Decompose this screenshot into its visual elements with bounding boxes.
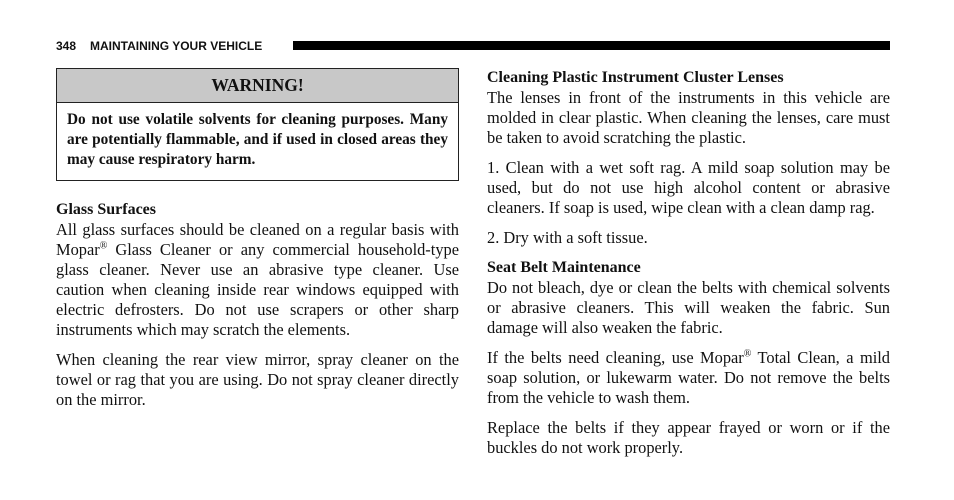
right-column [487, 68, 890, 468]
lens-paragraph: The lenses in front of the instruments in this vehicle are molded in clear plastic. When cleaning the lenses, care must be taken to avoid scratching the plastic. [487, 88, 890, 147]
seat-belt-paragraph-3: Replace the belts if they appear frayed or worn or if the buckles do not work properly. [487, 418, 890, 457]
warning-title: WARNING! [57, 69, 458, 103]
warning-box [56, 68, 459, 181]
page-number: 348 [56, 39, 77, 53]
seat-belt-paragraph-1: Do not bleach, dye or clean the belts with chemical solvents or abrasive cleaners. This will weaken the fabric. Sun damage will also weaken the fabric. [487, 278, 890, 337]
registered-mark: ® [99, 240, 108, 252]
glass-surfaces-heading: Glass Surfaces [56, 201, 156, 218]
belt-p2-text-a: If the belts need cleaning, use Mopar [487, 348, 744, 367]
lens-step-1: 1. Clean with a wet soft rag. A mild soap solution may be used, but do not use high alcohol content or abrasive cleaners. If soap is used, wipe clean with a clean damp rag. [487, 158, 890, 217]
lens-heading: Cleaning Plastic Instrument Cluster Lenses [487, 69, 784, 86]
seat-belt-paragraph-2 [487, 348, 890, 408]
page-header [56, 38, 890, 54]
belt-p2-text-b: Total Clean, a mild soap solution, or lukewarm water. Do not remove the belts from the vehicle to wash them. [487, 348, 890, 407]
header-rule [293, 41, 890, 50]
section-title: MAINTAINING YOUR VEHICLE [90, 39, 263, 53]
glass-surfaces-paragraph-1 [56, 220, 459, 340]
glass-surfaces-paragraph-2: When cleaning the rear view mirror, spray cleaner on the towel or rag that you are using. Do not spray cleaner directly on the mirror. [56, 350, 459, 409]
glass-p1-text-a: All glass surfaces should be cleaned on a regular basis with Mopar [56, 220, 459, 259]
warning-text: Do not use volatile solvents for cleaning purposes. Many are potentially flammable, and if used in closed areas they may cause respiratory harm. [67, 111, 448, 168]
left-column [56, 68, 459, 420]
lens-step-2: 2. Dry with a soft tissue. [487, 228, 648, 247]
seat-belt-heading: Seat Belt Maintenance [487, 259, 641, 276]
glass-p1-text-b: Glass Cleaner or any commercial household-type glass cleaner. Never use an abrasive type cleaner. Use caution when cleaning inside rear windows equipped with electric defrosters. Do not use scrapers or other sharp instruments which may scratch the elements. [56, 240, 459, 339]
registered-mark: ® [743, 348, 752, 360]
